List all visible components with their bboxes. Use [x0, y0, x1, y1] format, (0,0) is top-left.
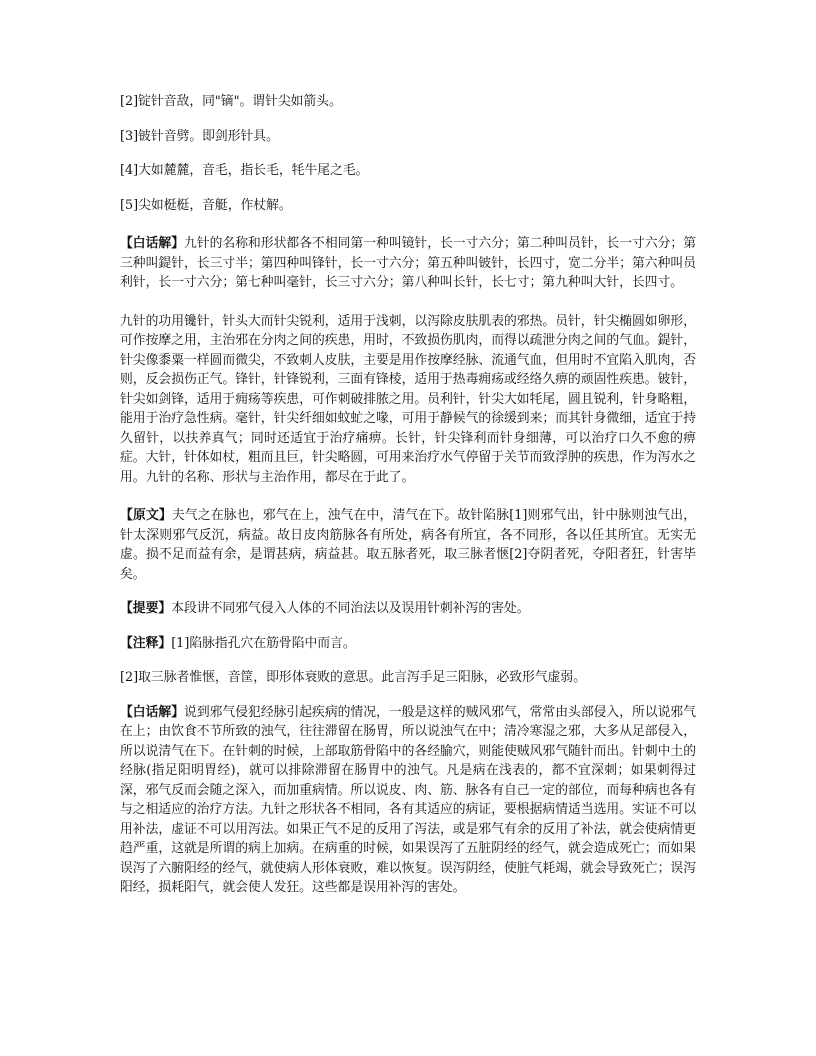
section-label: 【白话解】 — [120, 236, 185, 251]
annotation-2-paragraph: [2]取三脉者惟惬，音筐，即形体衰败的意思。此言泻手足三阳脉，必致形气虚弱。 — [120, 670, 587, 685]
annotation-paragraph — [120, 634, 696, 654]
section-label: 【原文】 — [120, 508, 172, 523]
section-text: 本段讲不同邪气侵入人体的不同治法以及误用针刺补泻的害处。 — [171, 601, 530, 616]
section-label: 【提要】 — [120, 601, 172, 616]
vernacular-paragraph-1 — [120, 234, 696, 293]
note-5: [5]尖如梃梃，音艇，作杖解。 — [120, 197, 292, 213]
document-page — [120, 92, 696, 913]
function-paragraph: 九针的功用镵针，针头大而针尖锐利，适用于浅刺，以泻除皮肤肌表的邪热。员针，针尖椭圆如卵形，可作按摩之用，主治邪在分肉之间的疾患，用时，不致损伤肌肉，而得以疏泄分肉之间的气血。鍉针，针尖像黍粟一样圆而微尖，不致刺人皮肤，主要是用作按摩经脉、流通气血，但用时不宜陷入肌肉，否则，反会损伤正气。锋针，针锋锐利，三面有锋棱，适用于热毒痈疡或经络久痹的顽固性疾患。铍针，针尖如剑锋，适用于痈疡等疾患，可作刺破排脓之用。员利针，针尖大如牦尾，圆且锐利，针身略粗，能用于治疗急性病。毫针，针尖纤细如蚊虻之喙，可用于静候气的徐缓到来；而其针身微细，适宜于持久留针，以扶养真气；同时还适宜于治疗痛痹。长针，针尖锋利而针身细薄，可以治疗口久不愈的痹症。大针，针体如杖，粗而且巨，针尖略圆，可用来治疗水气停留于关节而致浮肿的疾患，作为泻水之用。九针的名称、形状与主治作用，都尽在于此了。 — [120, 313, 696, 485]
section-label: 【注释】 — [120, 635, 172, 651]
vernacular-paragraph-2 — [120, 703, 696, 898]
section-label: 【白话解】 — [120, 704, 185, 720]
note-4: [4]大如麓麓，音毛，指长毛，牦牛尾之毛。 — [120, 163, 369, 178]
section-text: 说到邪气侵犯经脉引起疾病的情况，一般是这样的贼风邪气，常常由头部侵入，所以说邪气在上；由饮食不节所致的浊气，往往滞留在肠胃，所以说浊气在中；清冷寒湿之邪，大多从足部侵入，所以说清气在下。在针刺的时候，上部取筋骨陷中的各经腧穴，则能使贼风邪气随针而出。针刺中土的经脉(指足阳明胃经)，就可以排除滞留在肠胃中的浊气。凡是病在浅表的，都不宜深刺；如果刺得过深，邪气反而会随之深入，而加重病情。所以说皮、肉、筋、脉各有自己一定的部位，而每种病也各有与之相适应的治疗方法。九针之形状各不相同，各有其适应的病证，要根据病情适当选用。实证不可以用补法，虚证不可以用泻法。如果正气不足的反用了泻法，或是邪气有余的反用了补法，就会使病情更趋严重，这就是所谓的病上加病。在病重的时候，如果误泻了五脏阴经的经气，就会造成死亡；而如果误泻了六腑阳经的经气，就使病人形体衰败，难以恢复。误泻阴经，使脏气耗竭，就会导致死亡；误泻阳经，损耗阳气，就会使人发狂。这些都是误用补泻的害处。 — [120, 704, 697, 895]
section-text: [1]陷脉指孔穴在筋骨陷中而言。 — [171, 635, 356, 651]
original-text-paragraph — [120, 506, 696, 584]
note-3: [3]铍针音劈。即剑形针具。 — [120, 128, 279, 144]
summary-paragraph — [120, 599, 696, 619]
section-text: 夫气之在脉也，邪气在上，浊气在中，清气在下。故针陷脉[1]则邪气出，针中脉则浊气出，针太深则邪气反沉，病益。故日皮肉筋脉各有所处，病各有所宜，各不同形，各以任其所宜。无实无虚。损不足而益有余，是谓甚病，病益甚。取五脉者死，取三脉者惬[2]夺阴者死，夺阳者狂，针害毕矣。 — [120, 508, 696, 582]
note-2: [2]锭针音敌，同"镝"。谓针尖如箭头。 — [120, 94, 342, 109]
section-text: 九针的名称和形状都各不相同第一种叫镜针，长一寸六分；第二种叫员针，长一寸六分；第三种叫鍉针，长三寸半；第四种叫锋针，长一寸六分；第五种叫铍针，长四寸，宽二分半；第六种叫员利针，长一寸六分；第七种叫毫针，长三寸六分；第八种叫长针，长七寸；第九种叫大针，长四寸。 — [120, 236, 697, 290]
